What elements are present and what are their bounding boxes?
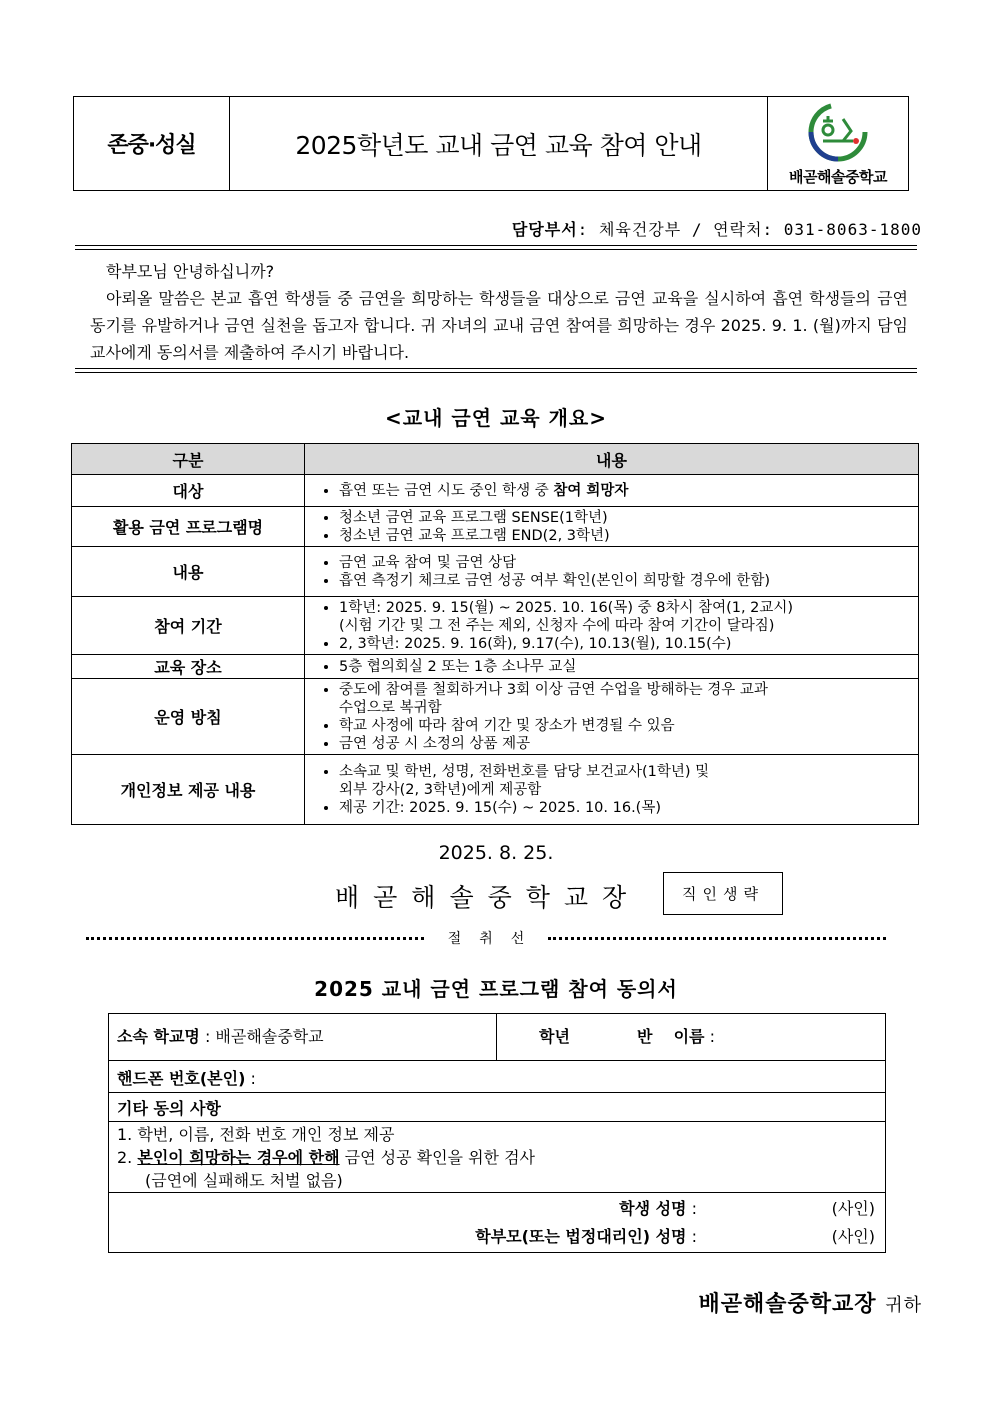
list-item: 흡연 또는 금연 시도 중인 학생 중 — [339, 482, 554, 499]
list-item: • 학교 사정에 따라 참여 기간 및 장소가 변경될 수 있음 — [339, 717, 912, 735]
consent-item-2-emphasis: 본인이 희망하는 경우에 한해 — [137, 1148, 340, 1167]
student-sign-label: 학생 성명 — [619, 1199, 687, 1218]
school-label: 소속 학교명 — [117, 1027, 200, 1046]
list-item: • 흡연 측정기 체크로 금연 성공 여부 확인(본인이 희망할 경우에 한함) — [339, 572, 912, 590]
row-value — [305, 597, 919, 655]
phone-label: 핸드폰 번호(본인) — [117, 1069, 246, 1088]
header-content: 내용 — [305, 444, 919, 475]
table-row — [72, 655, 919, 679]
divider-bottom — [75, 368, 917, 373]
principal-name: 배곧해솔중학교장 — [335, 883, 641, 912]
table-row — [72, 475, 919, 507]
consent-item-2 — [117, 1146, 885, 1169]
table-row — [72, 507, 919, 547]
school-cell: 소속 학교명 : 배곧해솔중학교 — [109, 1014, 497, 1060]
class-label: 반 — [637, 1027, 653, 1046]
other-consent-label: 기타 동의 사항 — [117, 1099, 221, 1118]
table-row — [72, 597, 919, 655]
logo-school-name: 배곧해솔중학교 — [789, 167, 887, 186]
list-item-continuation: (시험 기간 및 그 전 주는 제외, 신청자 수에 따라 참여 기간이 달라짐) — [339, 617, 775, 634]
list-item-text: 1학년: 2025. 9. 15(월) ~ 2025. 10. 16(목) 중 8차시 참여(1, 2교시) — [339, 599, 794, 616]
list-item: • 금연 성공 시 소정의 상품 제공 — [339, 735, 912, 753]
table-row — [72, 547, 919, 597]
form-row-school — [109, 1014, 885, 1061]
row-value — [305, 547, 919, 597]
row-key: 대상 — [72, 475, 305, 507]
consent-item-1: 1. 학번, 이름, 전화 번호 개인 정보 제공 — [117, 1125, 395, 1144]
cut-dots-left — [86, 937, 424, 940]
list-item: • 청소년 금연 교육 프로그램 END(2, 3학년) — [339, 527, 912, 545]
row-key: 교육 장소 — [72, 655, 305, 679]
consent-item-2-rest: 금연 성공 확인을 위한 검사 — [339, 1148, 535, 1167]
addressee-name: 배곧해솔중학교장 — [698, 1292, 877, 1317]
list-item: • 제공 기간: 2025. 9. 15(수) ~ 2025. 10. 16.(목) — [339, 799, 912, 817]
list-item: • 2, 3학년: 2025. 9. 16(화), 9.17(수), 10.13(월), 10.15(수) — [339, 635, 912, 653]
dept-value: 체육건강부 — [598, 220, 682, 239]
form-row-items — [109, 1122, 885, 1193]
list-item — [339, 599, 912, 635]
document-header — [73, 96, 909, 191]
row-key: 활용 금연 프로그램명 — [72, 507, 305, 547]
intro-text — [90, 258, 908, 366]
grade-label: 학년 — [539, 1027, 570, 1046]
addressee — [699, 1287, 922, 1318]
row-value — [305, 755, 919, 825]
parent-sign-mark: (사인) — [831, 1227, 875, 1246]
overview-table — [71, 443, 919, 825]
dept-label: 담당부서 — [511, 220, 578, 239]
row-key: 참여 기간 — [72, 597, 305, 655]
list-item-continuation: 수업으로 복귀함 — [339, 699, 442, 716]
seal-omitted-box: 직인생략 — [663, 872, 783, 915]
document-title: 2025학년도 교내 금연 교육 참여 안내 — [295, 130, 702, 160]
table-header-row — [72, 444, 919, 475]
intro-body: 아뢰올 말씀은 본교 흡연 학생들 중 금연을 희망하는 학생들을 대상으로 금연 교육을 실시하여 흡연 학생들의 금연 동기를 유발하거나 금연 실천을 돕고자 합니다. 귀 자녀의 교내 금연 참여를 희망하는 경우 2025. 9. 1. (월)까지 담임교사에게 동의서를 제출하여 주시기 바랍니다. — [90, 289, 908, 362]
consent-form — [108, 1013, 886, 1253]
list-item: • 청소년 금연 교육 프로그램 SENSE(1학년) — [339, 509, 912, 527]
phone-label: 연락처 — [713, 220, 763, 239]
item-number: 2. — [117, 1148, 138, 1167]
row-value — [305, 475, 919, 507]
row-key: 개인정보 제공 내용 — [72, 755, 305, 825]
list-item — [339, 681, 912, 717]
form-row-phone[interactable]: 핸드폰 번호(본인) : — [109, 1061, 885, 1093]
greeting: 학부모님 안녕하십니까? — [106, 262, 275, 281]
row-value — [305, 679, 919, 755]
phone-value: 031-8063-1800 — [783, 220, 922, 239]
row-value — [305, 507, 919, 547]
list-item — [339, 763, 912, 799]
list-item-continuation: 외부 강사(2, 3학년)에게 제공함 — [339, 781, 542, 798]
signature-area — [109, 1194, 885, 1252]
parent-sign-label: 학부모(또는 법정대리인) 성명 — [475, 1227, 687, 1246]
cut-dots-right — [548, 937, 886, 940]
row-key: 내용 — [72, 547, 305, 597]
form-row-other — [109, 1093, 885, 1122]
contact-line: 담당부서: 체육건강부 / 연락처: 031-8063-1800 — [511, 220, 922, 239]
school-value: 배곧해솔중학교 — [215, 1027, 324, 1046]
header-category: 구분 — [72, 444, 305, 475]
student-sign-mark: (사인) — [831, 1199, 875, 1218]
consent-item-2-note: (금연에 실패해도 처벌 없음) — [145, 1171, 343, 1190]
school-logo — [767, 97, 908, 190]
school-motto: 존중·성실 — [74, 97, 230, 190]
name-label: 이름 — [673, 1027, 705, 1046]
row-key: 운영 방침 — [72, 679, 305, 755]
divider-top — [75, 245, 917, 250]
addressee-suffix: 귀하 — [885, 1295, 922, 1316]
table-row — [72, 755, 919, 825]
list-item-text: 중도에 참여를 철회하거나 3회 이상 금연 수업을 방해하는 경우 교과 — [339, 681, 768, 698]
issue-date: 2025. 8. 25. — [438, 842, 554, 864]
parent-sign-row[interactable]: 학부모(또는 법정대리인) 성명 : — [475, 1227, 697, 1246]
row-value — [305, 655, 919, 679]
student-sign-row[interactable]: 학생 성명 : — [619, 1199, 697, 1218]
list-item-emphasis: 참여 희망자 — [553, 482, 629, 499]
list-item: • 금연 교육 참여 및 금연 상담 — [339, 554, 912, 572]
cut-line — [86, 928, 886, 948]
overview-title: <교내 금연 교육 개요> — [385, 406, 607, 430]
cut-label: 절취선 — [447, 931, 543, 947]
table-row — [72, 679, 919, 755]
school-emblem-icon — [803, 101, 873, 163]
list-item-text: 소속교 및 학번, 성명, 전화번호를 담당 보건교사(1학년) 및 — [339, 763, 710, 780]
grade-class-name-cell[interactable]: 학년 반 이름 : — [539, 1027, 715, 1046]
list-item: • 5층 협의회실 2 또는 1층 소나무 교실 — [339, 658, 912, 676]
consent-form-title: 2025 교내 금연 프로그램 참여 동의서 — [314, 977, 678, 1001]
